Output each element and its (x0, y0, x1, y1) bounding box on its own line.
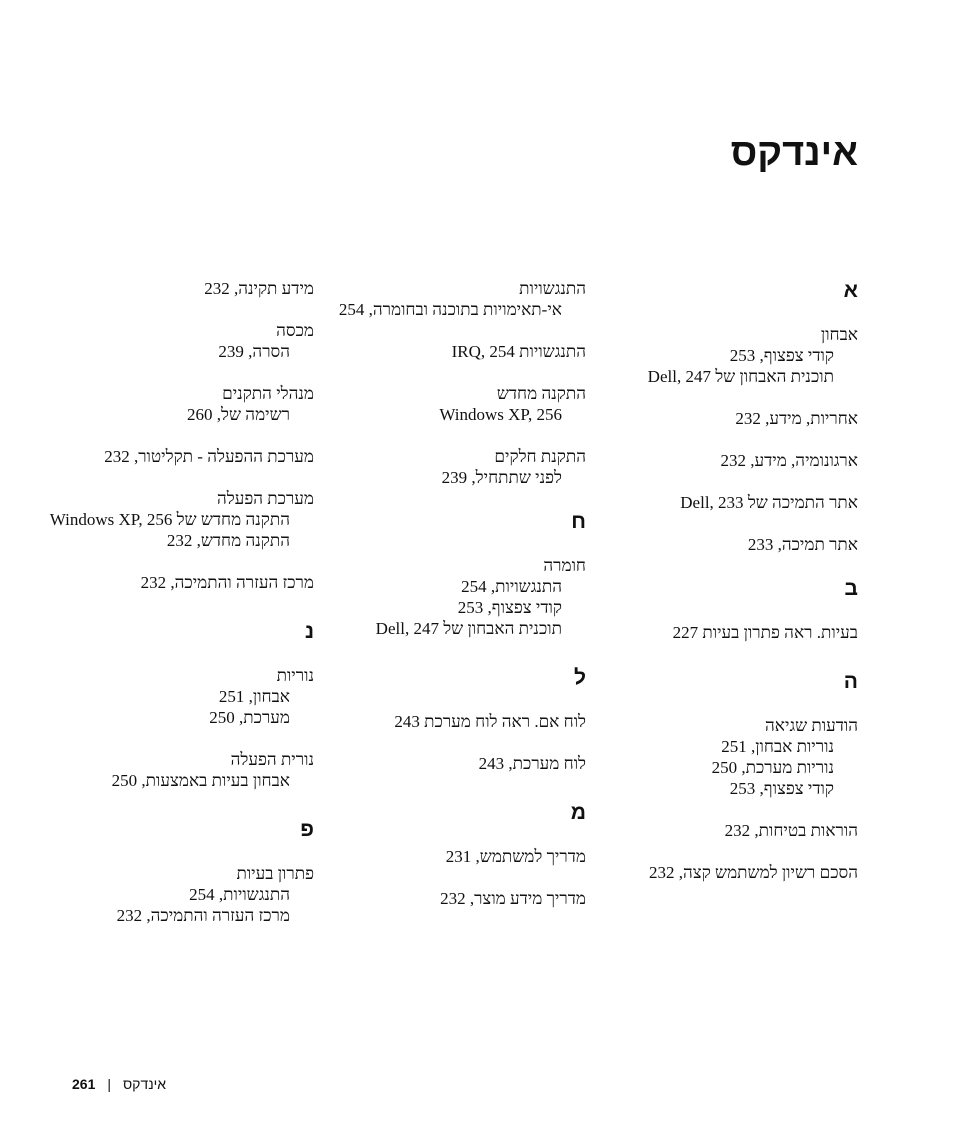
index-entry-group (24, 383, 314, 425)
index-subentry: קודי צפצוף, 253 (729, 346, 834, 365)
index-entry-group (306, 888, 586, 909)
index-entry: מנהלי התקנים (222, 384, 314, 403)
index-entry-group (578, 534, 858, 555)
index-subentry: הסרה, 239 (218, 342, 290, 361)
index-section (24, 278, 314, 593)
index-entry-group (24, 665, 314, 728)
index-entry: מכסה (276, 321, 314, 340)
index-section (578, 576, 858, 643)
index-entry-group (578, 820, 858, 841)
index-entry-group (578, 324, 858, 387)
index-column-2 (306, 278, 586, 930)
index-entry-group (24, 863, 314, 926)
index-subentry: Windows XP, 256 (439, 405, 562, 424)
index-subentry: אבחון, 251 (218, 687, 290, 706)
section-letter: ח (571, 510, 586, 533)
index-entry-group (306, 383, 586, 425)
page-footer (72, 1076, 166, 1092)
index-section (306, 278, 586, 488)
index-entry-group (578, 862, 858, 883)
index-subentry: רשימה של, 260 (187, 405, 290, 424)
index-entry: ארגונומיה, מידע, 232 (720, 451, 858, 470)
index-entry: מדריך למשתמש, 231 (445, 847, 586, 866)
footer-label: אינדקס (123, 1076, 167, 1092)
index-entry: מערכת ההפעלה - תקליטור, 232 (104, 447, 314, 466)
index-entry: הסכם רשיון למשתמש קצה, 232 (649, 863, 858, 882)
index-subentry: תוכנית האבחון של Dell, 247 (647, 367, 834, 386)
section-letter: ב (844, 577, 858, 600)
index-section (578, 669, 858, 883)
index-subentry: נוריות מערכת, 250 (711, 758, 834, 777)
index-section (24, 817, 314, 926)
index-entry: לוח אם. ראה לוח מערכת 243 (394, 712, 586, 731)
footer-separator: | (107, 1076, 111, 1092)
index-column-3 (24, 278, 314, 947)
index-subentry: התקנה מחדש, 232 (166, 531, 290, 550)
index-entry: הוראות בטיחות, 232 (724, 821, 858, 840)
index-entry: התנגשויות IRQ, 254 (451, 342, 586, 361)
index-section (306, 509, 586, 639)
index-entry-group (578, 715, 858, 799)
index-entry: לוח מערכת, 243 (478, 754, 586, 773)
index-section (306, 665, 586, 774)
index-entry: בעיות. ראה פתרון בעיות 227 (672, 623, 858, 642)
index-entry-group (24, 572, 314, 593)
section-letter: א (843, 279, 858, 302)
index-entry-group (306, 555, 586, 639)
index-subentry: מרכז העזרה והתמיכה, 232 (116, 906, 290, 925)
index-entry: פתרון בעיות (236, 864, 314, 883)
index-entry: התנגשויות (519, 279, 586, 298)
index-entry-group (24, 446, 314, 467)
index-entry: מדריך מידע מוצר, 232 (440, 889, 586, 908)
index-entry-group (306, 711, 586, 732)
index-entry-group (306, 278, 586, 320)
index-subentry: התנגשויות, 254 (461, 577, 562, 596)
section-letter: ה (843, 670, 858, 693)
index-entry: מידע תקינה, 232 (204, 279, 314, 298)
index-entry: אחריות, מידע, 232 (735, 409, 858, 428)
index-entry: אתר התמיכה של Dell, 233 (680, 493, 858, 512)
index-entry-group (306, 446, 586, 488)
section-letter: ל (573, 666, 586, 689)
index-entry: אבחון (820, 325, 858, 344)
index-entry: התקנת חלקים (494, 447, 586, 466)
index-subentry: לפני שתתחיל, 239 (441, 468, 562, 487)
index-entry: נוריות (276, 666, 314, 685)
index-entry-group (24, 488, 314, 551)
index-entry: הודעות שגיאה (765, 716, 858, 735)
index-entry-group (578, 492, 858, 513)
page-number: 261 (72, 1076, 96, 1092)
index-subentry: תוכנית האבחון של Dell, 247 (375, 619, 562, 638)
index-entry: נורית הפעלה (230, 750, 314, 769)
section-letter: מ (570, 801, 586, 824)
index-entry: חומרה (543, 556, 586, 575)
index-entry-group (306, 846, 586, 867)
index-subentry: נוריות אבחון, 251 (721, 737, 834, 756)
index-entry: התקנה מחדש (496, 384, 586, 403)
index-entry: מערכת הפעלה (216, 489, 314, 508)
index-subentry: אי-תאימויות בתוכנה ובחומרה, 254 (338, 300, 562, 319)
index-entry-group (578, 408, 858, 429)
index-subentry: התקנה מחדש של Windows XP, 256 (49, 510, 290, 529)
index-entry-group (24, 278, 314, 299)
index-subentry: התנגשויות, 254 (189, 885, 290, 904)
index-subentry: מערכת, 250 (209, 708, 290, 727)
section-letter: נ (304, 620, 314, 643)
index-entry-group (578, 450, 858, 471)
index-subentry: קודי צפצוף, 253 (729, 779, 834, 798)
index-section (306, 800, 586, 909)
index-entry-group (306, 341, 586, 362)
index-entry-group (578, 622, 858, 643)
index-section (578, 278, 858, 555)
index-column-1 (578, 278, 858, 904)
index-entry-group (24, 320, 314, 362)
section-letter: פ (300, 818, 314, 841)
index-section (24, 619, 314, 791)
index-entry-group (24, 749, 314, 791)
index-entry-group (306, 753, 586, 774)
page-title: אינדקס (730, 132, 858, 174)
index-subentry: קודי צפצוף, 253 (457, 598, 562, 617)
index-entry: מרכז העזרה והתמיכה, 232 (140, 573, 314, 592)
index-entry: אתר תמיכה, 233 (747, 535, 858, 554)
index-subentry: אבחון בעיות באמצעות, 250 (111, 771, 290, 790)
